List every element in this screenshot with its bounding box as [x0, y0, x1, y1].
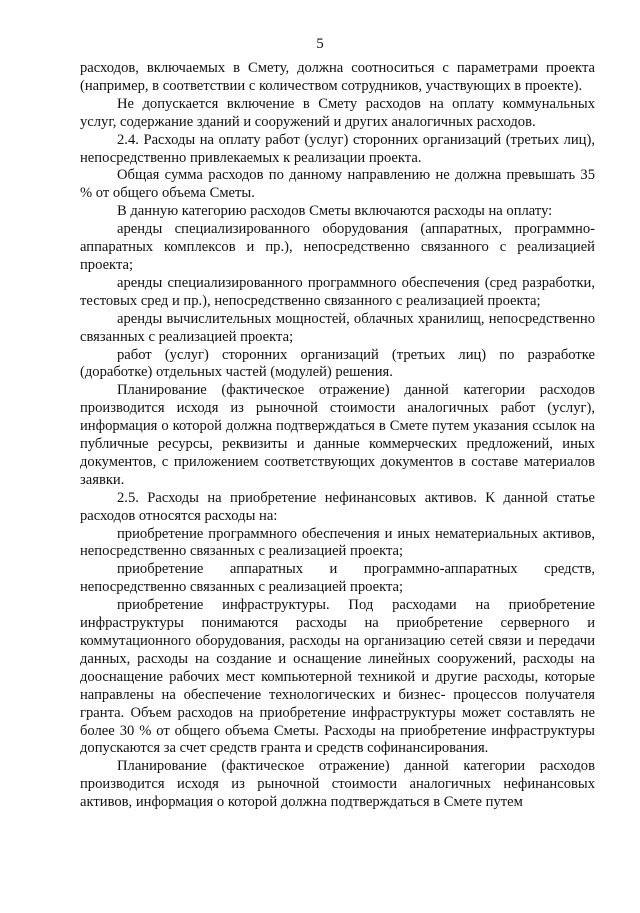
paragraph: Общая сумма расходов по данному направлению не должна превышать 35 % от общего объема Сметы.: [80, 167, 595, 202]
page-number: 5: [316, 36, 324, 52]
section-heading-2-5: 2.5. Расходы на приобретение нефинансовых активов. К данной статье расходов относятся расходы на:: [80, 489, 595, 524]
list-item: аренды специализированного оборудования (аппаратных, программно-аппаратных комплексов и пр.), непосредственно связанного с реализацией проекта;: [80, 221, 595, 273]
paragraph: Планирование (фактическое отражение) данной категории расходов производится исходя из рыночной стоимости аналогичных нефинансовых активов, информация о которой должна подтверждаться в Смете путем: [80, 758, 595, 811]
list-item: приобретение программного обеспечения и иных нематериальных активов, непосредственно связанных с реализацией проекта;: [80, 525, 595, 560]
list-item: приобретение инфраструктуры. Под расходами на приобретение инфраструктуры понимаются расходы на приобретение серверного и коммутационного оборудования, расходы на организацию сетей связи и передачи данных, расходы на создание и оснащение линейных сооружений, расходы на дооснащение рабочих мест компьютерной техникой и другие расходы, которые направлены на обеспечение технологических и бизнес- процессов получателя гранта. Объем расходов на приобретение инфраструктуры может составлять не более 30 % от общего объема Сметы. Расходы на приобретение инфраструктуры допускаются за счет средств гранта и средств софинансирования.: [80, 597, 595, 757]
paragraph: Планирование (фактическое отражение) данной категории расходов производится исходя из рыночной стоимости аналогичных работ (услуг), информация о которой должна подтверждаться в Смете путем указания ссылок на публичные ресурсы, реквизиты и данные коммерческих предложений, иных документов, с приложением соответствующих документов в составе материалов заявки.: [80, 382, 595, 488]
section-heading-2-4: 2.4. Расходы на оплату работ (услуг) сторонних организаций (третьих лиц), непосредственно привлекаемых к реализации проекта.: [80, 131, 595, 166]
paragraph: В данную категорию расходов Сметы включаются расходы на оплату:: [117, 203, 553, 220]
document-body: [80, 60, 595, 812]
list-item: аренды вычислительных мощностей, облачных хранилищ, непосредственно связанных с реализацией проекта;: [80, 310, 595, 345]
list-item: работ (услуг) сторонних организаций (третьих лиц) по разработке (доработке) отдельных частей (модулей) решения.: [80, 346, 595, 381]
list-item: приобретение аппаратных и программно-аппаратных средств, непосредственно связанных с реализацией проекта;: [80, 561, 595, 596]
paragraph: расходов, включаемых в Смету, должна соотноситься с параметрами проекта (например, в соответствии с количеством сотрудников, участвующих в проекте).: [80, 60, 595, 94]
list-item: аренды специализированного программного обеспечения (сред разработки, тестовых сред и пр.), непосредственно связанного с реализацией проекта;: [80, 274, 595, 309]
paragraph: Не допускается включение в Смету расходов на оплату коммунальных услуг, содержание зданий и сооружений и других аналогичных расходов.: [80, 95, 595, 130]
